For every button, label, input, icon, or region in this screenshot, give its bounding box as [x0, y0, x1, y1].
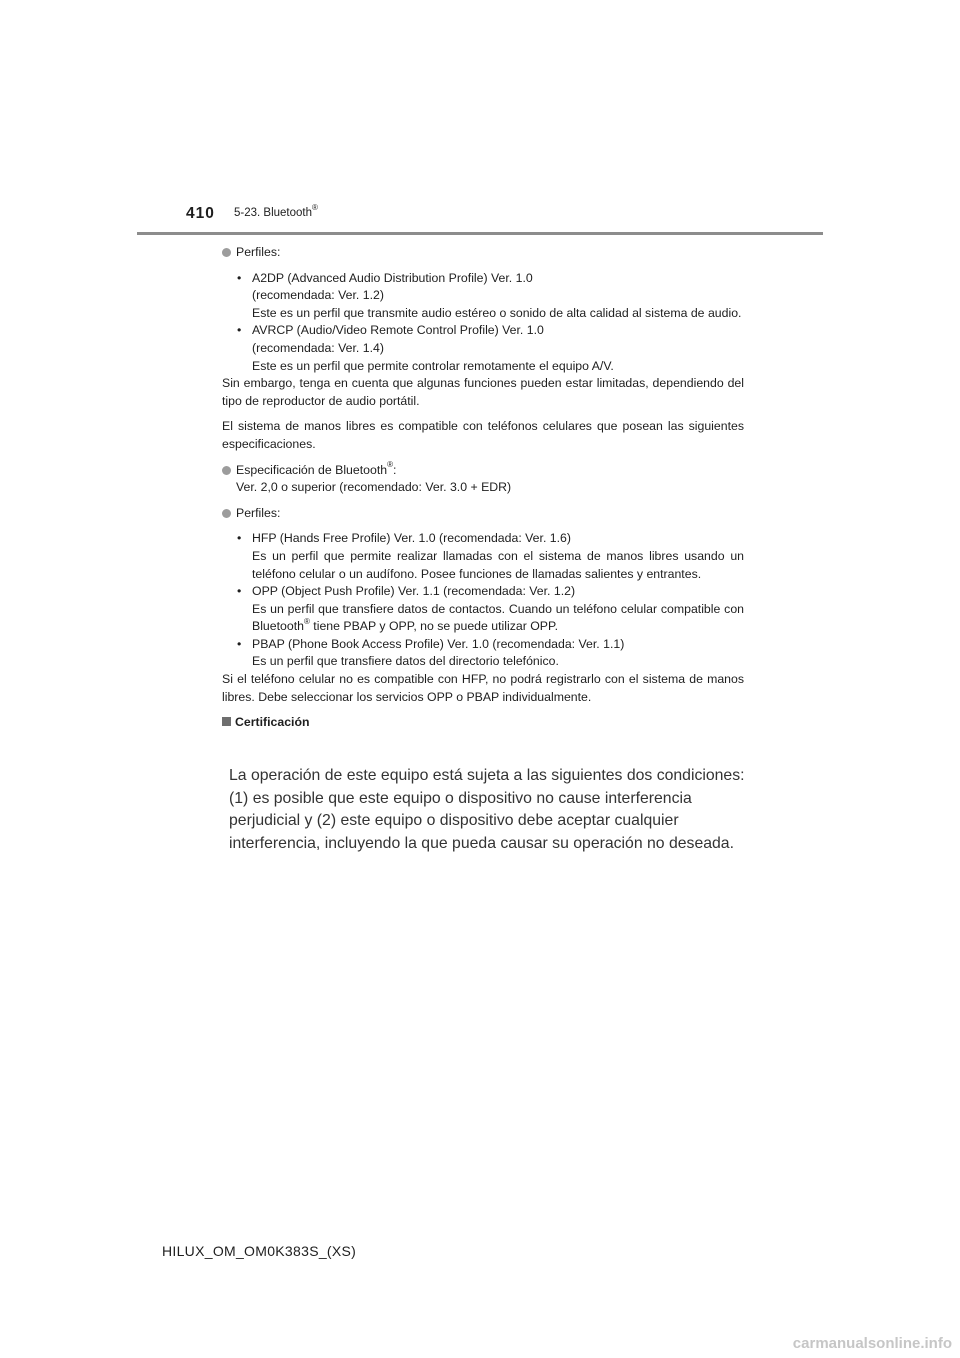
certification-text: La operación de este equipo está sujeta a las siguientes dos condiciones: (1) es posible que este equipo o dispositivo no cause interferencia perjudicial y (2) este equipo o dispositivo debe aceptar cualquier interferencia, incluyendo la que pueda causar su operación no deseada.: [229, 767, 745, 852]
paragraph: El sistema de manos libres es compatible con teléfonos celulares que posean las siguientes especificaciones.: [222, 419, 744, 451]
bullet-dot-icon: [222, 509, 231, 518]
paragraph: Si el teléfono celular no es compatible con HFP, no podrá registrarlo con el sistema de manos libres. Debe seleccionar los servicios OPP o PBAP individualmente.: [222, 672, 744, 704]
bullet-dot-icon: [222, 466, 231, 475]
footer-code: HILUX_OM_OM0K383S_(XS): [162, 1243, 357, 1259]
bullet-item: Especificación de Bluetooth®: Ver. 2,0 o superior (recomendado: Ver. 3.0 + EDR): [222, 462, 744, 497]
page-number: 410: [186, 205, 215, 222]
profile-item: • PBAP (Phone Book Access Profile) Ver. 1.0 (recomendada: Ver. 1.1) Es un perfil que transfiere datos del directorio telefónico.: [237, 636, 625, 669]
bullet-item: Perfiles:: [222, 505, 744, 523]
watermark: carmanualsonline.info: [792, 1335, 952, 1352]
square-bullet-icon: [222, 717, 231, 726]
certification-heading: Certificación: [222, 714, 744, 732]
bullet-dot-icon: [222, 248, 231, 257]
bullet-item: Perfiles:: [222, 244, 744, 262]
section-title: 5-23. Bluetooth®: [234, 203, 318, 219]
profile-item: • OPP (Object Push Profile) Ver. 1.1 (recomendada: Ver. 1.2) Es un perfil que transfiere datos de contactos. Cuando un teléfono celular compatible con Bluetooth® tiene PBAP y OPP, no se puede utilizar OPP.: [237, 584, 744, 634]
page-content: [222, 244, 744, 732]
profile-item: • A2DP (Advanced Audio Distribution Profile) Ver. 1.0 (recomendada: Ver. 1.2) Este es un perfil que transmite audio estéreo o sonido de alta calidad al sistema de audio.: [237, 270, 742, 320]
header-rule: [137, 232, 823, 235]
paragraph: Sin embargo, tenga en cuenta que algunas funciones pueden estar limitadas, dependiendo del tipo de reproductor de audio portátil.: [222, 376, 744, 408]
profile-item: • HFP (Hands Free Profile) Ver. 1.0 (recomendada: Ver. 1.6) Es un perfil que permite realizar llamadas con el sistema de manos libres usando un teléfono celular o un audífono. Posee funciones de llamadas salientes y entrantes.: [237, 531, 744, 581]
profile-item: • AVRCP (Audio/Video Remote Control Profile) Ver. 1.0 (recomendada: Ver. 1.4) Este es un perfil que permite controlar remotamente el equipo A/V.: [237, 323, 614, 373]
